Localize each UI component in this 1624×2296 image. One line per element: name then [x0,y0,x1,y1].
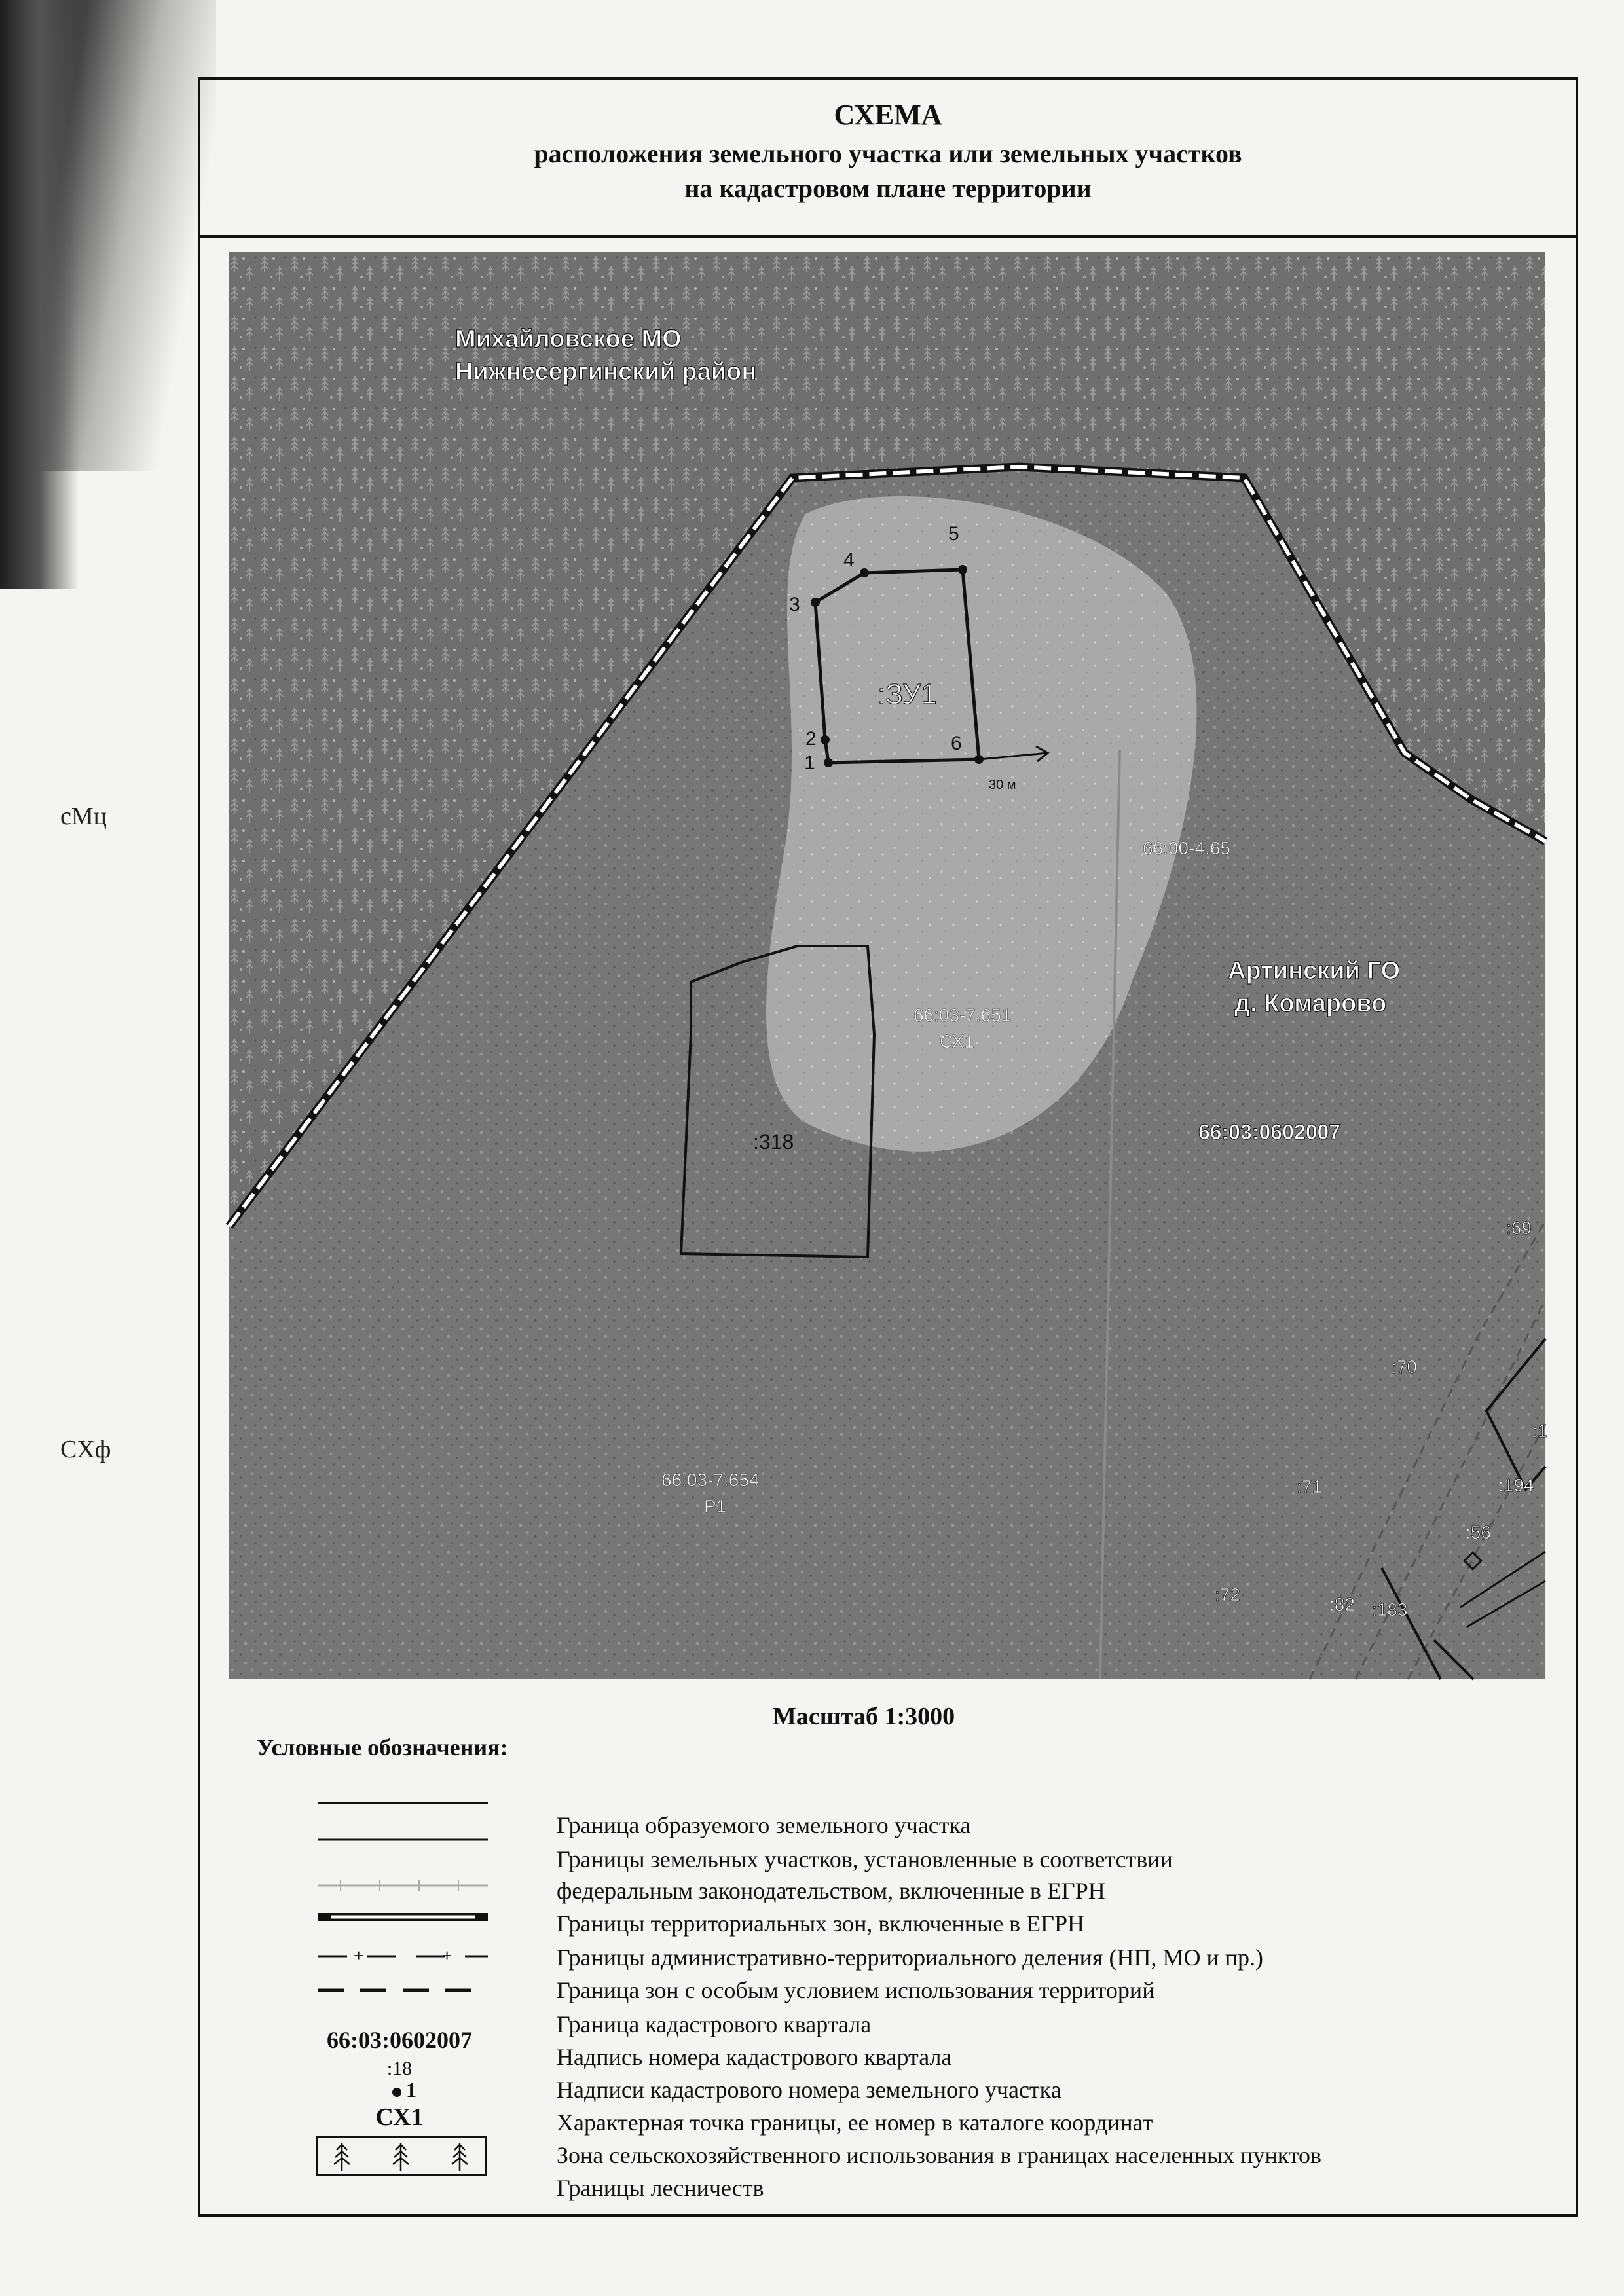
parcel-72-label: :72 [1215,1584,1240,1605]
legend-symbol-point-label: 1 [406,2078,416,2102]
point-label-1: 1 [804,752,815,774]
parcel-71-label: :71 [1297,1476,1322,1497]
point-label-3: 3 [789,594,800,615]
legend-title: Условные обозначения: [257,1734,508,1760]
doc-title: СХЕМА [834,99,942,131]
legend-item-2b: федеральным законодательством, включенные в ЕГРН [557,1878,1105,1904]
point-1-marker [824,758,833,767]
scan-edge-shadow-inner [0,0,79,589]
point-label-5: 5 [948,523,959,545]
parcel-69-label: :69 [1506,1218,1532,1238]
parcel-183-label: :183 [1372,1599,1408,1620]
legend-item-6: Граница кадастрового квартала [557,2011,872,2037]
parcel-56-label: :56 [1466,1522,1491,1542]
side-fragment-2: СXф [60,1436,111,1463]
point-4-marker [860,568,869,577]
zone-651-code: 66:03-7.651 [913,1005,1012,1025]
point-3-marker [811,598,820,607]
doc-subtitle-1: расположения земельного участка или земельных участков [534,139,1242,168]
zone-651-name: СХ1 [940,1031,974,1051]
doc-subtitle-2: на кадастровом плане территории [684,173,1092,203]
point-5-marker [958,565,967,574]
point-2-marker [821,735,830,744]
svg-text:+: + [442,1946,452,1965]
map-scale: Масштаб 1:3000 [773,1703,955,1730]
quarter-label: 66:03:0602007 [1198,1120,1341,1144]
region-nw-line1: Михайловское МО [455,325,682,353]
legend-item-8: Надписи кадастрового номера земельного участка [557,2077,1061,2103]
distance-label: 30 м [989,778,1016,792]
point-label-6: 6 [951,733,962,754]
legend-item-1: Граница образуемого земельного участка [557,1812,971,1838]
legend-item-3: Границы территориальных зон, включенные в ЕГРН [557,1910,1084,1937]
parcel-70-label: :70 [1392,1357,1417,1377]
parcel-318-label: :318 [753,1130,794,1154]
legend-symbol-quarter-label: 66:03:0602007 [327,2027,472,2053]
cadastral-map [229,252,1548,1679]
parcel-1-label: :1 [1532,1421,1548,1441]
legend-symbol-forestry [316,2136,487,2176]
legend-symbol-parcel-label: :18 [386,2058,413,2079]
zone-654-name: Р1 [704,1496,727,1516]
legend-item-2: Границы земельных участков, установленные в соответствии [557,1846,1173,1872]
point-label-2: 2 [805,728,817,750]
parcel-82-label: :82 [1329,1594,1355,1614]
svg-text:+: + [354,1946,364,1965]
legend-symbol-point-dot [392,2087,402,2098]
title-block [198,77,1578,238]
region-e-line2: д. Комарово [1234,990,1387,1017]
parcel-zu1-label: :ЗУ1 [877,678,937,710]
legend-item-4: Границы административно-территориального деления (НП, МО и пр.) [557,1944,1263,1971]
region-e-line1: Артинский ГО [1228,957,1401,985]
zone-654-code: 66:03-7.654 [661,1470,760,1490]
legend-symbol-zone-label: СХ1 [375,2104,424,2131]
side-fragment-1: сMц [60,803,107,830]
zone-65-label: 66:00-4.65 [1143,838,1230,858]
legend-item-11: Границы лесничеств [557,2175,764,2201]
legend-item-7: Надпись номера кадастрового квартала [557,2044,952,2070]
legend-item-9: Характерная точка границы, ее номер в каталоге координат [557,2109,1153,2136]
legend-item-5: Граница зон с особым условием использования территорий [557,1977,1155,2003]
region-nw-line2: Нижнесергинский район [455,358,757,386]
point-label-4: 4 [843,549,855,571]
legend-item-10: Зона сельскохозяйственного использования в границах населенных пунктов [557,2142,1321,2168]
parcel-194-label: :194 [1498,1475,1534,1495]
